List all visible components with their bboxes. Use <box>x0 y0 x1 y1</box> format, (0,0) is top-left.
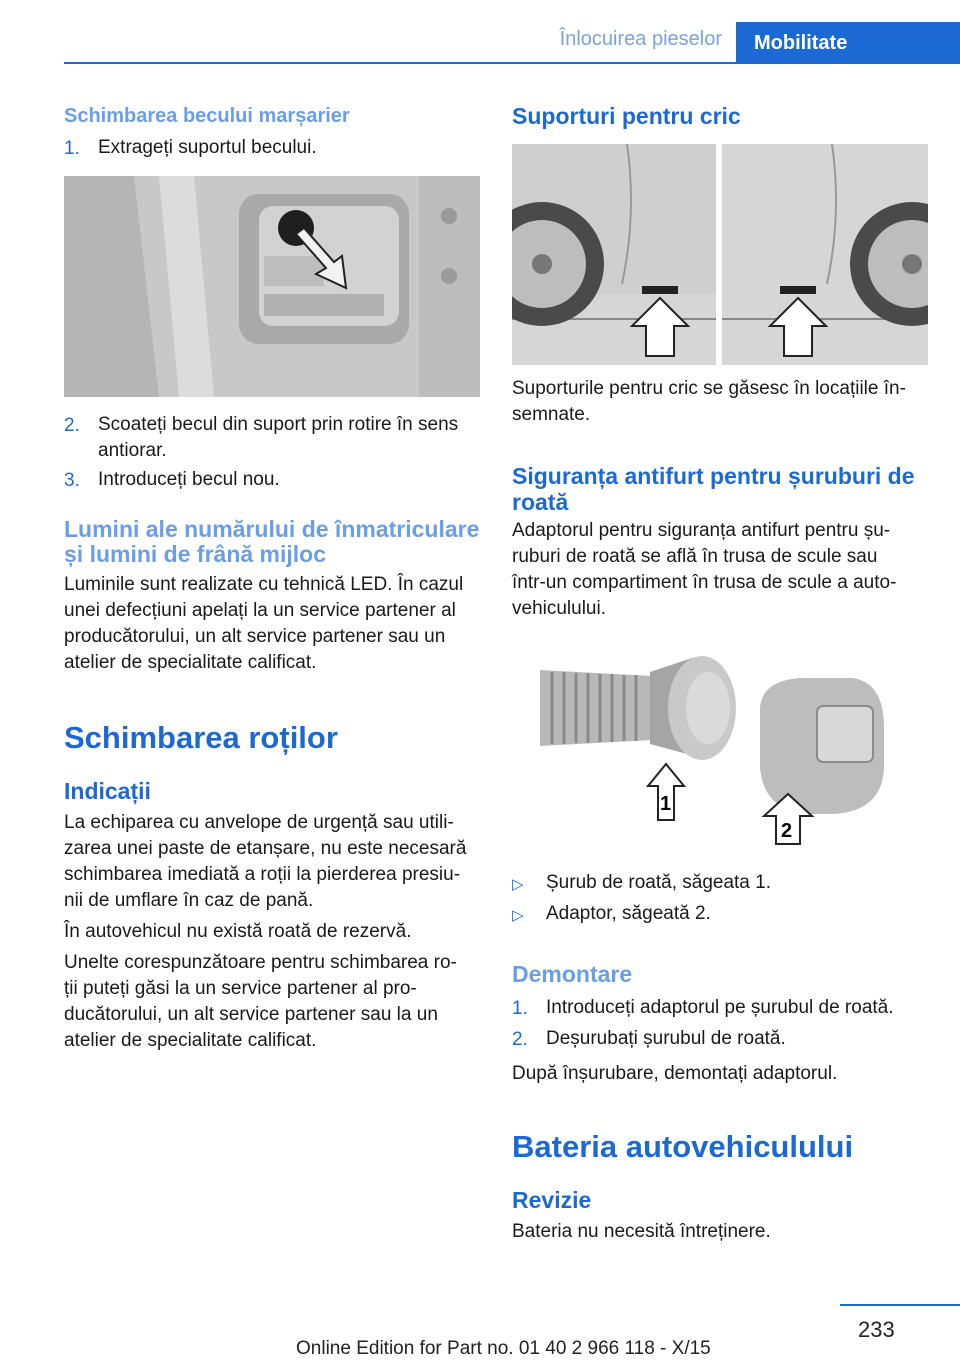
bullet-text: Adaptor, săgeată 2. <box>546 903 711 924</box>
paragraph-line: ducătorului, un alt service partener sau la un <box>64 1004 438 1025</box>
arrow-callout: 2 <box>781 820 793 842</box>
paragraph-line: În autovehicul nu există roată de rezervă. <box>64 921 412 942</box>
paragraph-line: După înșurubare, demontați adaptorul. <box>512 1063 838 1084</box>
edition-footer: Online Edition for Part no. 01 40 2 966 118 - X/15 <box>296 1338 711 1359</box>
heading-reverse-bulb: Schimbarea becului marșarier <box>64 105 350 127</box>
step-text: Scoateți becul din suport prin rotire în sens <box>98 414 459 435</box>
step-number: 3. <box>64 470 80 491</box>
step-number: 1. <box>64 138 80 159</box>
step-text: Extrageți suportul becului. <box>98 137 317 158</box>
paragraph-line: atelier de specialitate calificat. <box>64 652 317 673</box>
bullet-icon: ▷ <box>512 907 524 924</box>
paragraph-line: Suporturile pentru cric se găsesc în locațiile în- <box>512 378 906 399</box>
bullet-text: Șurub de roată, săgeata 1. <box>546 872 771 893</box>
paragraph-line: nii de umflare în caz de pană. <box>64 890 314 911</box>
wheel-bolt-adaptor-illustration <box>512 648 928 848</box>
heading-revision: Revizie <box>512 1187 592 1213</box>
heading-wheel-lock: Siguranța antifurt pentru șuruburi de <box>512 463 915 489</box>
running-header-section: Înlocuirea pieselor <box>559 28 722 50</box>
heading-plate-lights: Lumini ale numărului de înmatriculare <box>64 516 480 542</box>
footer-rule <box>840 1304 960 1306</box>
chapter-tab[interactable]: Mobilitate <box>736 22 960 63</box>
paragraph-line: schimbarea imediată a roții la pierderea presiu- <box>64 864 461 885</box>
step-text: Deșurubați șurubul de roată. <box>546 1028 786 1049</box>
step-text-cont: antiorar. <box>98 440 167 461</box>
heading-plate-lights-cont: și lumini de frână mijloc <box>64 541 327 567</box>
bulb-holder-illustration <box>64 176 480 397</box>
paragraph-line: unei defecțiuni apelați la un service partener al <box>64 600 456 621</box>
paragraph-line: zarea unei paste de etanșare, nu este necesară <box>64 838 467 859</box>
paragraph-line: Bateria nu necesită întreținere. <box>512 1221 771 1242</box>
step-text: Introduceți adaptorul pe șurubul de roată. <box>546 997 894 1018</box>
heading-wheel-change: Schimbarea roților <box>64 720 338 755</box>
paragraph-line: într-un compartiment în trusa de scule a auto- <box>512 572 897 593</box>
jack-points-illustration <box>512 144 928 365</box>
arrow-callout: 1 <box>660 793 672 815</box>
page-number: 233 <box>858 1317 895 1342</box>
heading-wheel-lock-cont: roată <box>512 489 569 515</box>
heading-jack-points: Suporturi pentru cric <box>512 103 741 129</box>
paragraph-line: ții puteți găsi la un service partener al pro- <box>64 978 417 999</box>
step-number: 1. <box>512 998 528 1019</box>
paragraph-line: Adaptorul pentru siguranța antifurt pentru șu- <box>512 520 891 541</box>
step-text: Introduceți becul nou. <box>98 469 280 490</box>
header-rule <box>64 62 960 64</box>
paragraph-line: semnate. <box>512 404 591 425</box>
paragraph-line: atelier de specialitate calificat. <box>64 1030 317 1051</box>
paragraph-line: vehiculului. <box>512 598 606 619</box>
heading-removal: Demontare <box>512 961 633 987</box>
bullet-icon: ▷ <box>512 876 524 893</box>
paragraph-line: Unelte corespunzătoare pentru schimbarea ro- <box>64 952 457 973</box>
paragraph-line: Luminile sunt realizate cu tehnică LED. În cazul <box>64 574 464 595</box>
heading-notes: Indicații <box>64 778 151 804</box>
step-number: 2. <box>512 1029 528 1050</box>
paragraph-line: La echiparea cu anvelope de urgență sau utili- <box>64 812 454 833</box>
step-number: 2. <box>64 415 80 436</box>
paragraph-line: producătorului, un alt service partener sau un <box>64 626 446 647</box>
paragraph-line: ruburi de roată se află în trusa de scule sau <box>512 546 878 567</box>
heading-battery: Bateria autovehiculului <box>512 1129 854 1164</box>
